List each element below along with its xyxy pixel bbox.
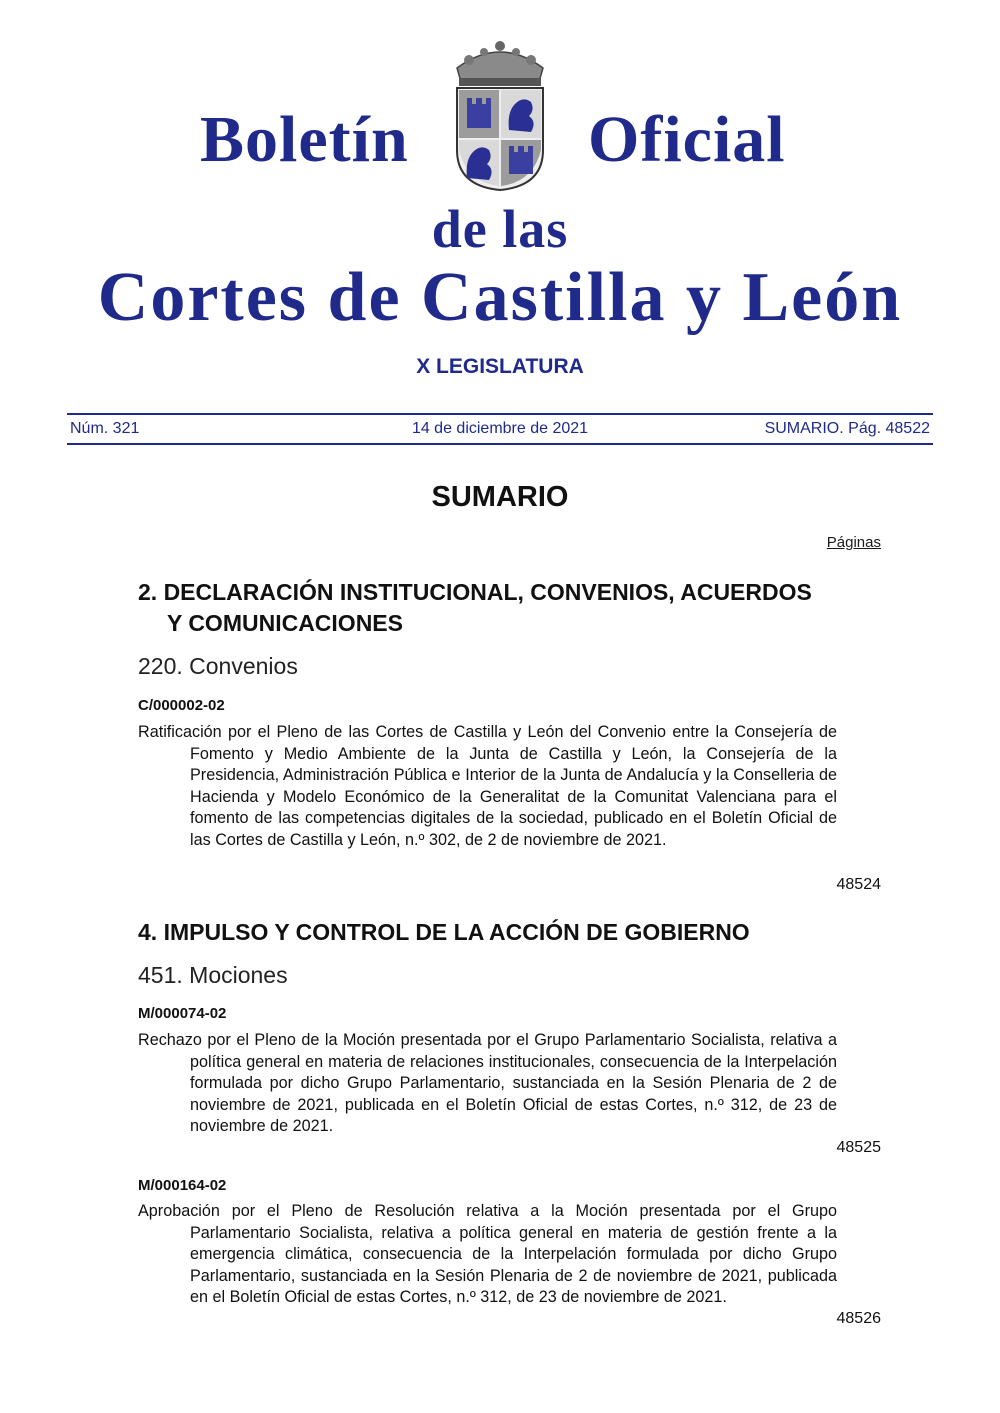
masthead-boletin: Boletín — [200, 103, 409, 176]
masthead-cortes: Cortes de Castilla y León — [97, 259, 903, 336]
legislatura-label: X LEGISLATURA — [416, 355, 584, 378]
item-code: C/000002-02 — [138, 697, 225, 714]
item-page: 48524 — [836, 876, 881, 893]
section-heading-4 — [138, 917, 898, 948]
item-page: 48525 — [836, 1139, 881, 1156]
item-text: Aprobación por el Pleno de Resolución relativa a la Moción presentada por el Grupo Parlamentario Socialista, relativa a política general en materia de gestión frente a la emergencia climática, consecuencia de la Interpelación formulada por dicho Grupo Parlamentario, sustanciada en la Sesión Plenaria de 2 de noviembre de 2021, publicada en el Boletín Oficial de estas Cortes, n.º 312, de 23 de noviembre de 2021. — [138, 1202, 837, 1307]
section-heading-line: Y COMUNICACIONES — [167, 610, 403, 636]
item-text: Rechazo por el Pleno de la Moción presentada por el Grupo Parlamentario Socialista, relativa a política general en materia de relaciones institucionales, consecuencia de la Interpelación formulada por dicho Grupo Parlamentario, sustanciada en la Sesión Plenaria de 2 de noviembre de 2021, publicada en el Boletín Oficial de estas Cortes, n.º 312, de 23 de noviembre de 2021. — [138, 1031, 837, 1136]
masthead-oficial: Oficial — [588, 103, 786, 176]
masthead — [0, 0, 1000, 345]
page-title: SUMARIO — [431, 481, 569, 513]
section-heading-2 — [138, 577, 898, 639]
item-text: Ratificación por el Pleno de las Cortes de Castilla y León del Convenio entre la Consejería de Fomento y Medio Ambiente de la Junta de Castilla y León, la Consejería de la Presidencia, Administración Pública e Interior de la Junta de Andalucía y la Conselleria de Hacienda y Modelo Económico de la Generalitat de la Comunitat Valenciana para el fomento de las competencias digitales de la sociedad, publicado en el Boletín Oficial de las Cortes de Castilla y León, n.º 302, de 2 de noviembre de 2021. — [138, 723, 837, 849]
subsection-heading: 220. Convenios — [138, 653, 298, 679]
coat-of-arms-icon — [447, 38, 553, 193]
section-heading-line: 2. DECLARACIÓN INSTITUCIONAL, CONVENIOS, ACUERDOS — [138, 579, 812, 605]
masthead-de-las: de las — [431, 199, 569, 259]
paginas-label: Páginas — [826, 534, 881, 551]
item-code: M/000074-02 — [138, 1005, 227, 1022]
issue-date: 14 de diciembre de 2021 — [411, 420, 589, 437]
page-reference: SUMARIO. Pág. 48522 — [764, 420, 930, 437]
section-heading-line: 4. IMPULSO Y CONTROL DE LA ACCIÓN DE GOBIERNO — [138, 919, 750, 945]
issue-number: Núm. 321 — [70, 420, 140, 437]
item-code: M/000164-02 — [138, 1177, 227, 1194]
item-page: 48526 — [836, 1310, 881, 1327]
subsection-heading: 451. Mociones — [138, 962, 288, 988]
info-bar — [67, 413, 933, 445]
